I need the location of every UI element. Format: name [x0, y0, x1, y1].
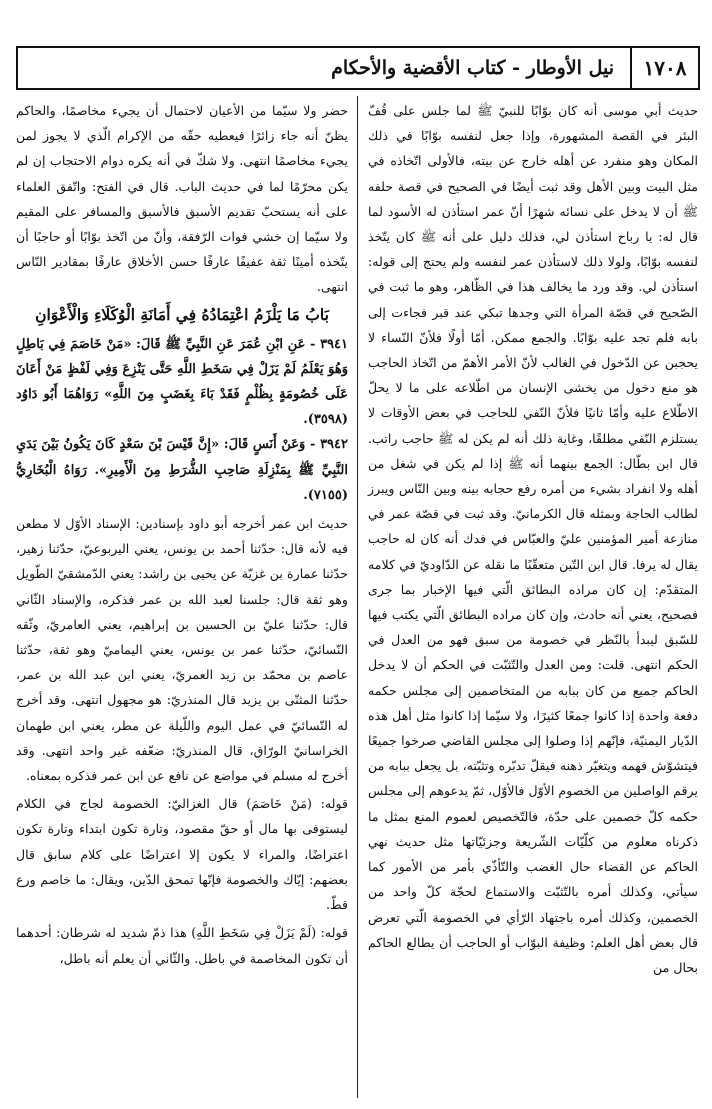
paragraph: قوله: (لَمْ يَزَلْ فِي سَخَطِ اللَّهِ) هذا ذمّ شديد له شرطان: أحدهما أن تكون المخاصمة في باطل. والثّاني أن يعلم أنه باطل، — [16, 925, 348, 966]
hadith-text: ٣٩٤١ - عَنِ ابْنِ عُمَرَ عَنِ النَّبِيِّ ﷺ قَالَ: «مَنْ خَاصَمَ فِي بَاطِلٍ وَهُوَ يَعْلَمُ لَمْ يَزَلْ فِي سَخَطِ اللَّهِ حَتَّى يَنْزِعَ وَفِي لَفْظٍ مَنْ أَعَانَ عَلَى خُصُومَةٍ بِظُلْمٍ فَقَدْ بَاءَ بِغَضَبٍ مِنَ اللَّهِ» رَوَاهُمَا أَبُو دَاوُد (٣٥٩٨). — [16, 336, 348, 428]
paragraph: حديث أبي موسى أنه كان بوّابًا للنبيّ ﷺ لما جلس على قُفّ البئر في القصة المشهورة، وإذا جعل لنفسه بوّابًا في ذلك المكان وهو منفرد عن أهله خارج عن بيته، فالأولى اتّخاذه في مثل البيت وبين الأهل وقد ثبت أيضًا في الصحيح في قصة حلفه ﷺ أن لا يدخل على نسائه شهرًا أنّ عمر استأذن له الأسود لما قال له: يا رباح استأذن لي، فذلك دليل على أنه ﷺ كان يتّخذ لنفسه بوّابًا، ولولا ذلك لاستأذن عمر لنفسه ولم يحتج إلى قوله: استأذن لي. وقد ورد ما يخالف هذا في الظّاهر، وهو ما ثبت في الصّحيح في قصّة المرأة التي وجدها تبكي عند قبر فجاءت إلى بابه فلم تجد عليه بوّابًا. والجمع ممكن. أمّا أولًا فلأنّ النّساء لا يحجبن عن الدّخول في الغالب لأنّ الأمر الأهمّ من اتّخاذ الحاجب هو منع دخول من يخشى الإنسان من اطّلاعه على ما لا يحلّ الاطّلاع عليه وأمّا ثانيًا فلأنّ النّفي للحاجب في بعض الأوقات لا يستلزم النّفي مطلقًا، وغاية ذلك أنه لم يكن له ﷺ حاجب راتب. قال ابن بطّال: الجمع بينهما أنه ﷺ إذا لم يكن في شغل من أهله ولا انفراد بشيء من أمره رفع حجابه بينه وبين النّاس ويبرز لطالب الحاجة وبمثله قال الكرمانيّ. وقد ثبت في قصّة عمر في منازعة أمير المؤمنين عليّ والعبّاس في فدك أنه كان له حاجب يقال له يرفا. قال ابن التّين متعقّبًا ما نقله عن الدّاوديّ في كلامه المتقدّم: إن كان مراده البطائق الّتي فيها الإخبار بما جرى فصحيح، يعني أنه حادث، وإن كان مراده البطائق الّتي يكتب فيها للسّبق ليبدأ بالنّظر في خصومة من سبق فهو من العدل في الحكم انتهى. قلت: ومن العدل والتّثبّت في الحكم أن لا يدخل الحاكم جميع من كان ببابه من المتخاصمين إلى مجلس حكمه دفعة واحدة إذا كانوا جمعًا كثيرًا، ولا سيّما إذا كانوا مثل أهل هذه الدّيار اليمنيّة، فإنّهم إذا وصلوا إلى مجلس القاضي صرخوا جميعًا فيتشوّش فهمه ويتغيّر ذهنه فيقلّ تدبّره وتثبّته، بل يجعل ببابه من يرقم الواصلين من الخصوم الأوّل فالأوّل، ثمّ يدعوهم إلى مجلس حكمه كلّ خصمين على حدّة، فالتّخصيص لعموم المنع بمثل ما ذكرناه معلوم من كلّيّات الشّريعة وجزئيّاتها مثل حديث نهي الحاكم عن القضاء حال الغضب والتّأذّي بأمر من الأمور كما سيأتي، وكذلك أمره بالتّثبّت والاستماع لحجّة كلّ واحد من الخصمين، وكذلك أمره باجتهاد الرّأي في الخصومة الّتي تعرض قال بعض أهل العلم: وظيفة البوّاب أو الحاجب أن يطالع الحاكم بحال من — [368, 103, 698, 975]
hadith-text: ٣٩٤٢ - وَعَنْ أَنَسٍ قَالَ: «إِنَّ قَيْسَ بْنَ سَعْدٍ كَانَ يَكُونُ بَيْنَ يَدَيِ النَّبِيِّ ﷺ بِمَنْزِلَةِ صَاحِبِ الشُّرَطِ مِنَ الْأَمِيرِ». رَوَاهُ الْبُخَارِيُّ (٧١٥٥). — [16, 437, 348, 503]
page-number: ١٧٠٨ — [630, 48, 698, 88]
right-column — [368, 98, 698, 980]
paragraph: حضر ولا سيّما من الأعيان لاحتمال أن يجيء مخاصمًا، والحاكم يظنّ أنه جاء زائرًا فيعطيه حقّه من الإكرام الّذي لا يجوز لمن يجيء مخاصمًا انتهى. ولا شكّ في أنه يكره دوام الاحتجاب إن لم يكن محرّمًا لما في حديث الباب. قال في الفتح: واتّفق العلماء على أنه يستحبّ تقديم الأسبق فالأسبق والمسافر على المقيم ولا سيّما إن خشي فوات الرّفقة، وأنّ من اتّخذ بوّابًا أو حاجبًا أن يتّخذه أمينًا ثقة عفيفًا عارفًا حسن الأخلاق عارفًا بمقادير النّاس انتهى. — [16, 103, 348, 295]
page-header — [16, 46, 700, 90]
chapter-heading: بَابُ مَا يَلْزَمُ اعْتِمَادُهُ فِي أَمَانَةِ الْوُكَلَاءِ وَالْأَعْوَانِ — [35, 304, 329, 324]
left-column — [16, 98, 348, 971]
running-title: نيل الأوطار - كتاب الأقضية والأحكام — [331, 57, 614, 79]
paragraph: قوله: (مَنْ خَاصَمَ) قال الغزاليّ: الخصومة لجاج في الكلام ليستوفى بها مال أو حقّ مقصود، وتارة تكون ابتداء وتارة تكون اعتراضًا، والمراء لا يكون إلا اعتراضًا على كلام سابق قال بعضهم: إيّاك والخصومة فإنّها تمحق الدّين، ويقال: ما خاصم ورع قطّ. — [16, 796, 348, 913]
column-divider — [357, 96, 358, 1098]
paragraph: حديث ابن عمر أخرجه أبو داود بإسنادين: الإسناد الأوّل لا مطعن فيه لأنه قال: حدّثنا أحمد بن يونس، يعني اليربوعيّ، حدّثنا زهير، حدّثنا عمارة بن غزيّة عن يحيى بن راشد: يعني الدّمشقيّ الطّويل وهو ثقة قال: جلسنا لعبد الله بن عمر فذكره، والإسناد الثّاني قال: حدّثنا عليّ بن الحسين بن إبراهيم، يعني العامريّ، وثّقه النّسائيّ، حدّثنا عمر بن يونس، يعني اليماميّ وهو ثقة، حدّثنا عاصم بن محمّد بن زيد العمريّ، يعني ابن عبد الله بن عمر، حدّثنا المثنّى بن يزيد قال المنذريّ: هو مجهول انتهى. وقد أخرج له النّسائيّ في عمل اليوم واللّيلة عن مطر، يعني ابن طهمان الخراسانيّ الورّاق، قال المنذريّ: ضعّفه غير واحد انتهى. وقد أخرج له مسلم في مواضع عن نافع عن ابن عمر فذكره بمعناه. — [16, 516, 348, 784]
